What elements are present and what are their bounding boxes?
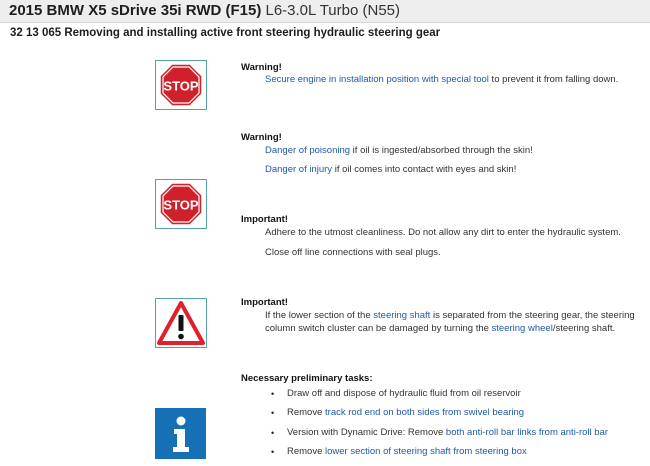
warning-text: Danger of injury if oil comes into contact with eyes and skin! bbox=[265, 164, 517, 175]
list-item: Draw off and dispose of hydraulic fluid from oil reservoir bbox=[287, 388, 521, 399]
warning-text: Danger of poisoning if oil is ingested/absorbed through the skin! bbox=[265, 145, 533, 156]
vehicle-title: 2015 BMW X5 sDrive 35i RWD (F15) bbox=[9, 2, 262, 19]
warning-triangle-icon bbox=[155, 298, 207, 348]
warning-text: Secure engine in installation position with special tool to prevent it from falling down. bbox=[265, 74, 619, 85]
secure-engine-link[interactable]: Secure engine in installation position with special tool bbox=[265, 74, 489, 85]
important-text: Close off line connections with seal plugs. bbox=[265, 247, 441, 258]
stop-sign-icon bbox=[155, 179, 207, 229]
engine-title: L6-3.0L Turbo (N55) bbox=[265, 2, 401, 19]
document-title: 32 13 065 Removing and installing active front steering hydraulic steering gear bbox=[10, 27, 441, 39]
important-heading: Important! bbox=[241, 214, 288, 225]
important-text: column switch cluster can be damaged by turning the steering wheel/steering shaft. bbox=[265, 323, 616, 334]
stop-sign-text: STOP bbox=[163, 197, 199, 213]
steering-wheel-link[interactable]: steering wheel bbox=[491, 323, 553, 334]
warning-heading: Warning! bbox=[241, 132, 282, 143]
danger-of-injury-link[interactable]: Danger of injury bbox=[265, 164, 333, 175]
bullet: • bbox=[271, 447, 275, 457]
info-icon bbox=[155, 408, 206, 459]
important-text: Adhere to the utmost cleanliness. Do not allow any dirt to enter the hydraulic system. bbox=[265, 227, 621, 238]
page-header bbox=[0, 0, 650, 23]
list-item: Remove lower section of steering shaft from steering box bbox=[287, 446, 527, 457]
stop-sign-icon bbox=[155, 60, 207, 110]
warning-heading: Warning! bbox=[241, 62, 282, 73]
danger-of-poisoning-link[interactable]: Danger of poisoning bbox=[265, 145, 351, 156]
steering-shaft-section-link[interactable]: lower section of steering shaft from steering box bbox=[325, 446, 527, 457]
stop-sign-text: STOP bbox=[163, 78, 199, 94]
steering-shaft-link[interactable]: steering shaft bbox=[373, 310, 431, 321]
list-item: Version with Dynamic Drive: Remove both anti-roll bar links from anti-roll bar bbox=[287, 427, 609, 438]
anti-roll-bar-links-link[interactable]: both anti-roll bar links from anti-roll bar bbox=[445, 427, 609, 438]
preliminary-tasks-heading: Necessary preliminary tasks: bbox=[241, 373, 373, 384]
list-item: Remove track rod end on both sides from swivel bearing bbox=[287, 407, 525, 418]
bullet: • bbox=[271, 408, 275, 418]
track-rod-end-link[interactable]: track rod end on both sides from swivel bearing bbox=[325, 407, 525, 418]
bullet: • bbox=[271, 428, 275, 438]
important-heading: Important! bbox=[241, 297, 288, 308]
bullet: • bbox=[271, 389, 275, 399]
important-text: If the lower section of the steering shaft is separated from the steering gear, the steering bbox=[265, 310, 635, 321]
